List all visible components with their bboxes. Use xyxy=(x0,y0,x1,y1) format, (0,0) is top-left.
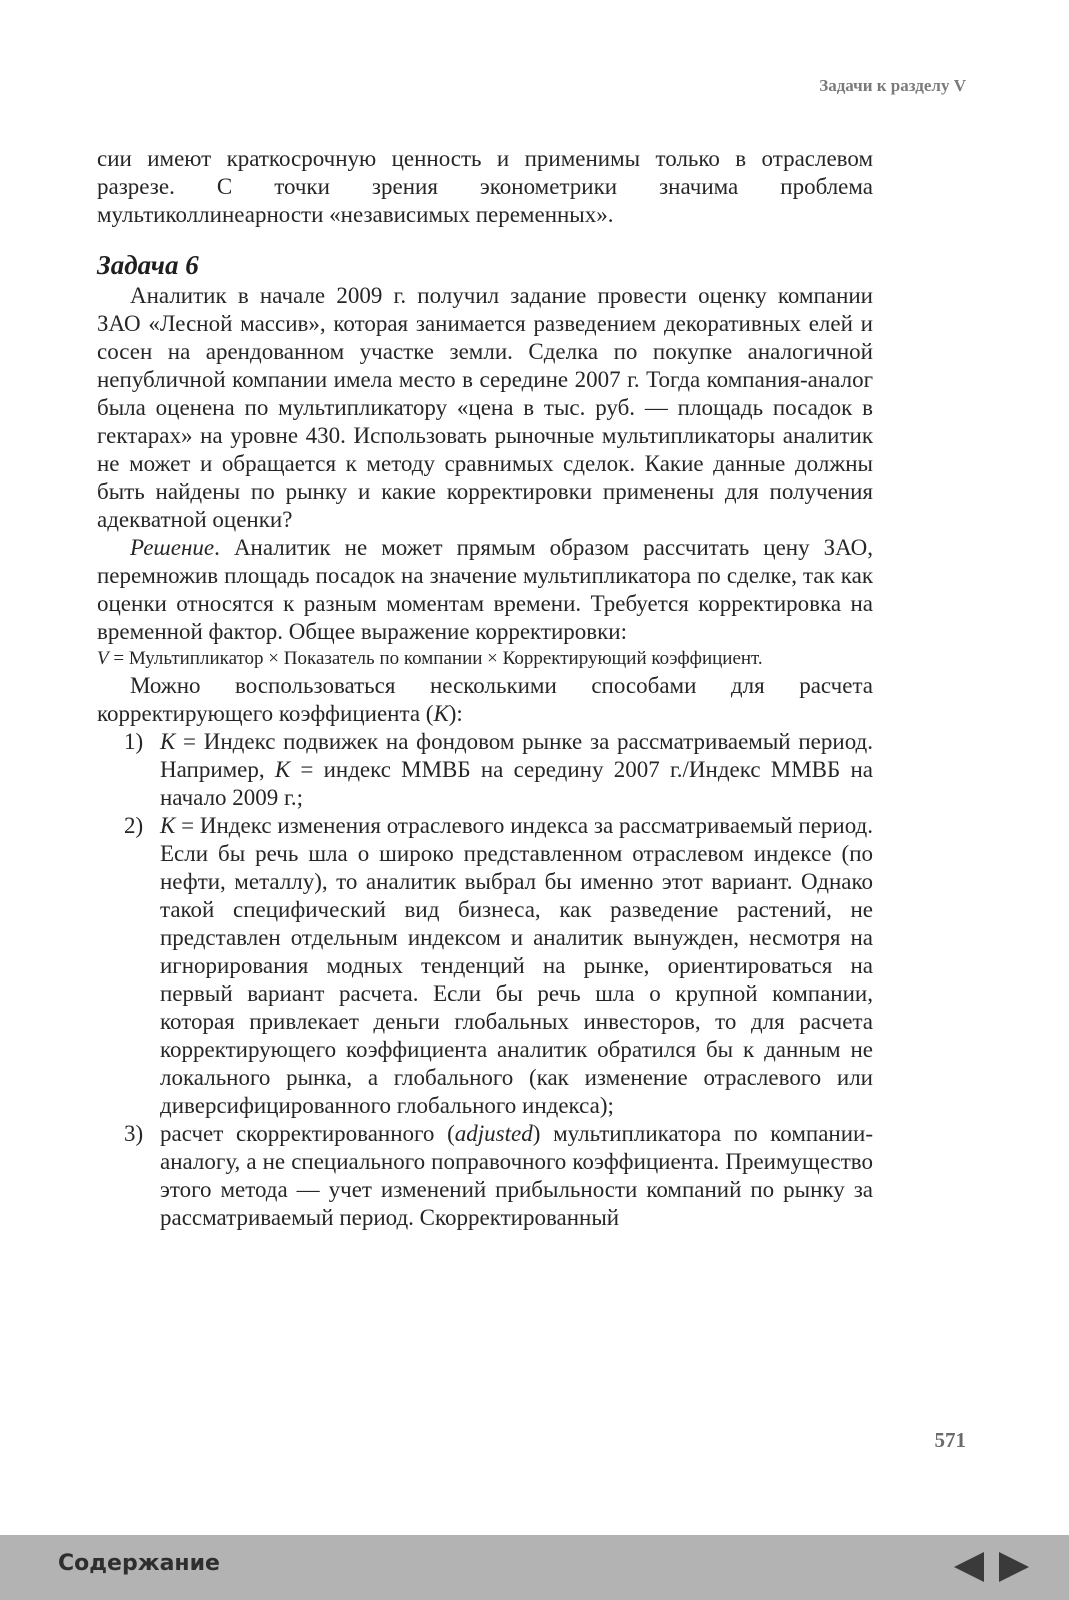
page-number: 571 xyxy=(934,1428,966,1452)
toc-link[interactable]: Содержание xyxy=(58,1551,220,1576)
solution-label: Решение xyxy=(130,535,215,560)
triangle-left-icon xyxy=(952,1550,986,1584)
task-title: Задача 6 xyxy=(97,250,199,280)
list-item-variable: К xyxy=(160,729,176,754)
list-item-number: 2) xyxy=(124,813,144,838)
list-item-text: = индекс ММВБ на середину 2007 г./Индекс ММВБ на начало 2009 г.; xyxy=(160,757,873,810)
footer-bar xyxy=(0,1535,1069,1600)
intro-paragraph: сии имеют краткосрочную ценность и применимы только в отраслевом разрезе. С точки зрения эконометрики значима проблема мультиколлинеарности «независимых переменных». xyxy=(97,146,873,227)
formula-text: = Мультипликатор × Показатель по компании × Корректирующий коэффициент. xyxy=(108,648,763,669)
list-item-text: ) мультипликатора по компании-аналогу, а не специального поправочного коэффициента. Преимущество этого метода — учет изменений прибыльности компаний по рынку за рассматриваемый период. Скорректированный xyxy=(160,1121,873,1230)
list-item xyxy=(97,812,873,1120)
methods-list xyxy=(97,728,873,1232)
list-item-text: = Индекс подвижек на фондовом рынке за рассматриваемый период. Например, xyxy=(160,729,873,782)
task-paragraph: Аналитик в начале 2009 г. получил задание провести оценку компании ЗАО «Лесной массив», которая занимается разведением декоративных елей и сосен на арендованном участке земли. Сделка по покупке аналогичной непубличной компании имела место в середине 2007 г. Тогда компания-аналог была оценена по мультипликатору «цена в тыс. руб. — площадь посадок в гектарах» на уровне 430. Использовать рыночные мультипликаторы аналитик не может и обращается к методу сравнимых сделок. Какие данные должны быть найдены по рынку и какие корректировки применены для получения адекватной оценки? xyxy=(97,283,873,532)
list-item xyxy=(97,1120,873,1232)
list-item-variable: К xyxy=(274,757,291,782)
solution-paragraph xyxy=(97,534,873,646)
list-item xyxy=(97,728,873,812)
list-item-text: = Индекс изменения отраслевого индекса за рассматриваемый период. Если бы речь шла о широко представленном отраслевом индексе (по нефти, металлу), то аналитик выбрал бы именно этот вариант. Однако такой специфический вид бизнеса, как разведение растений, не представлен отдельным индексом и аналитик вынужден, несмотря на игнорирования модных тенденций на рынке, ориентироваться на первый вариант расчета. Если бы речь шла о крупной компании, которая привлекает деньги глобальных инвесторов, то для расчета корректирующего коэффициента аналитик обратился бы к данным не локального рынка, а глобального (как изменение отраслевого или диверсифицированного глобального индекса); xyxy=(160,813,873,1118)
methods-intro xyxy=(97,672,873,728)
list-item-variable: К xyxy=(160,813,176,838)
solution-text: . Аналитик не может прямым образом рассчитать цену ЗАО, перемножив площадь посадок на значение мультипликатора по сделке, так как оценки относятся к разным моментам времени. Требуется корректировка на временной фактор. Общее выражение корректировки: xyxy=(97,535,873,644)
list-item-number: 3) xyxy=(124,1121,144,1146)
triangle-right-icon xyxy=(997,1550,1031,1584)
methods-intro-text: Можно воспользоваться несколькими способами для расчета корректирующего коэффициента ( xyxy=(97,673,873,726)
list-item-italic: adjusted xyxy=(454,1121,533,1146)
page-content xyxy=(97,145,873,1232)
formula-variable: V xyxy=(97,648,109,669)
list-item-text: расчет скорректированного ( xyxy=(160,1121,455,1146)
methods-intro-close: ): xyxy=(448,701,463,726)
formula xyxy=(97,646,873,672)
next-page-button[interactable] xyxy=(997,1550,1031,1589)
list-item-number: 1) xyxy=(124,729,144,754)
running-head: Задачи к разделу V xyxy=(819,76,966,95)
methods-intro-variable: К xyxy=(433,701,449,726)
prev-page-button[interactable] xyxy=(952,1550,986,1589)
